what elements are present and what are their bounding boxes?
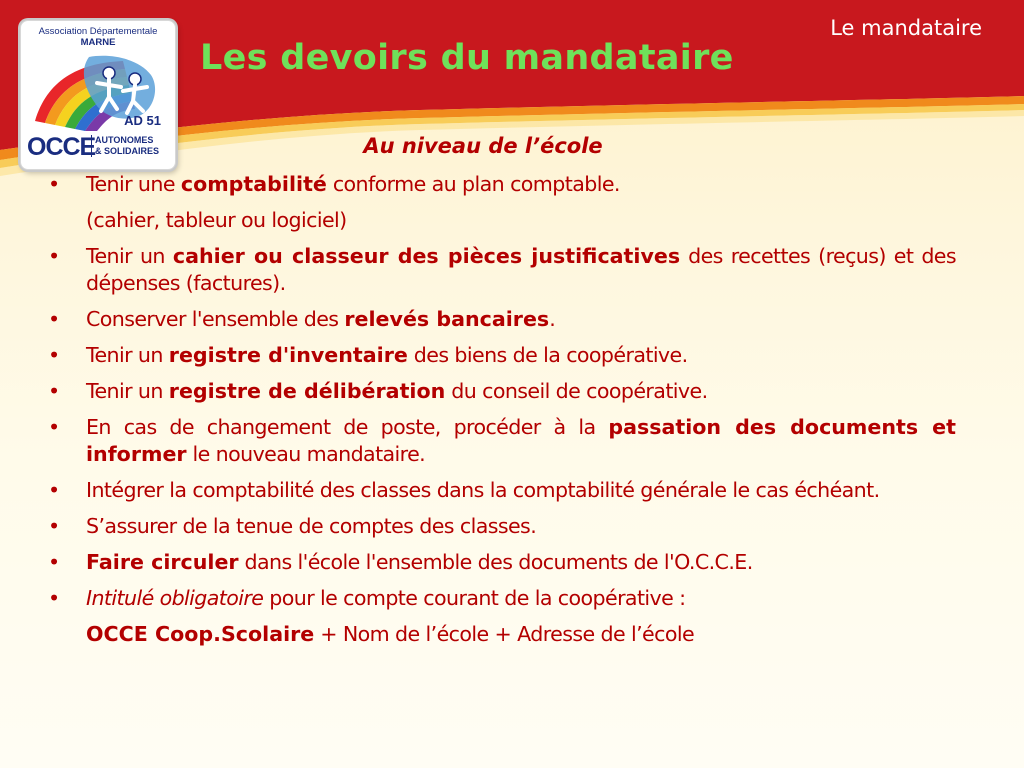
item-text: le nouveau mandataire. bbox=[186, 442, 426, 466]
bullet: • bbox=[48, 586, 61, 610]
list-item bbox=[46, 585, 956, 612]
list-item bbox=[46, 306, 956, 333]
bullet: • bbox=[48, 343, 61, 367]
section-subtitle: Au niveau de l’école bbox=[363, 134, 603, 158]
item-emphasis: Faire circuler bbox=[86, 550, 239, 574]
item-text: Conserver l'ensemble des bbox=[86, 307, 345, 331]
item-text: des recettes (reçus) et des dépenses (factures). bbox=[86, 244, 956, 295]
logo-line-1: Association Départementale bbox=[38, 26, 158, 37]
bullet: • bbox=[48, 415, 61, 439]
list-item bbox=[46, 378, 956, 405]
item-text: dans l'école l'ensemble des documents de l'O.C.C.E. bbox=[238, 550, 753, 574]
item-text: (cahier, tableur ou logiciel) bbox=[86, 208, 347, 232]
bullet: • bbox=[48, 307, 61, 331]
item-text: S’assurer de la tenue de comptes des classes. bbox=[86, 514, 537, 538]
item-text: Tenir un bbox=[86, 379, 169, 403]
bullet: • bbox=[48, 478, 61, 502]
list-item bbox=[46, 414, 956, 468]
item-emphasis: OCCE Coop.Scolaire bbox=[86, 622, 315, 646]
item-emphasis: passation des documents et informer bbox=[86, 415, 956, 466]
item-emphasis: registre d'inventaire bbox=[168, 343, 408, 367]
bullet: • bbox=[48, 514, 61, 538]
list-item bbox=[46, 549, 956, 576]
logo-tagline-2: & SOLIDAIRES bbox=[95, 146, 160, 156]
item-text: pour le compte courant de la coopérative : bbox=[263, 586, 686, 610]
item-emphasis: registre de délibération bbox=[168, 379, 446, 403]
list-item bbox=[46, 171, 956, 198]
item-emphasis: cahier ou classeur des pièces justificatives bbox=[172, 244, 681, 268]
item-text: Intégrer la comptabilité des classes dans la comptabilité générale le cas échéant. bbox=[86, 478, 880, 502]
bullet: • bbox=[48, 379, 61, 403]
list-continuation bbox=[46, 207, 956, 234]
item-text: Tenir une bbox=[86, 172, 181, 196]
logo-occe: OCCE bbox=[27, 133, 96, 161]
bullet: • bbox=[48, 244, 61, 268]
logo-ad51: AD 51 bbox=[124, 113, 161, 128]
item-text: En cas de changement de poste, procéder à la bbox=[86, 415, 609, 439]
item-text: des biens de la coopérative. bbox=[407, 343, 688, 367]
item-text: + Nom de l’école + Adresse de l’école bbox=[314, 622, 695, 646]
logo-heading bbox=[21, 26, 175, 48]
logo-line-2: MARNE bbox=[80, 37, 116, 48]
bullet: • bbox=[48, 172, 61, 196]
item-emphasis: comptabilité bbox=[180, 172, 327, 196]
logo-tagline-1: AUTONOMES bbox=[95, 135, 154, 145]
section-label: Le mandataire bbox=[830, 16, 982, 40]
slide-title: Les devoirs du mandataire bbox=[200, 38, 734, 78]
list-item bbox=[46, 513, 956, 540]
item-text: conforme au plan comptable. bbox=[326, 172, 620, 196]
duties-list bbox=[46, 171, 956, 657]
item-emphasis: Intitulé obligatoire bbox=[86, 586, 264, 610]
list-item bbox=[46, 477, 956, 504]
list-item bbox=[46, 243, 956, 297]
item-text: du conseil de coopérative. bbox=[445, 379, 708, 403]
bullet: • bbox=[48, 550, 61, 574]
item-text: Tenir un bbox=[86, 244, 173, 268]
list-item bbox=[46, 342, 956, 369]
list-continuation bbox=[46, 621, 956, 648]
item-emphasis: relevés bancaires bbox=[344, 307, 550, 331]
item-text: . bbox=[549, 307, 556, 331]
item-text: Tenir un bbox=[86, 343, 169, 367]
